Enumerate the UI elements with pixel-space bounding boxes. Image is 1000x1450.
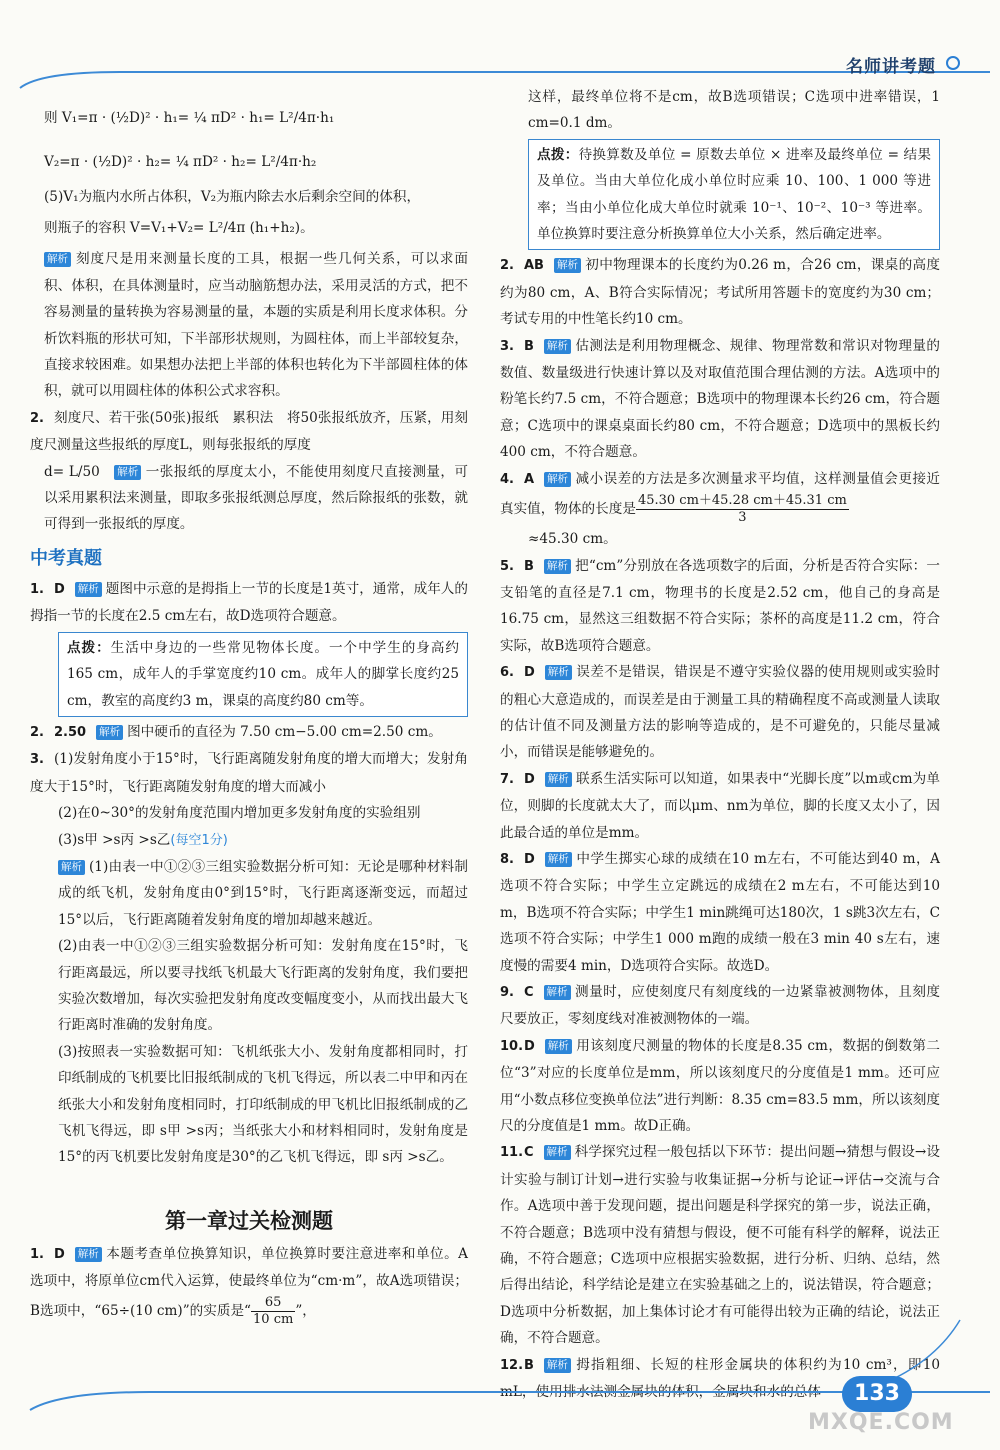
analysis-tag: 解析 bbox=[44, 252, 71, 267]
page-number: 133 bbox=[842, 1376, 912, 1412]
analysis-tag: 解析 bbox=[545, 665, 572, 680]
zk-q3-answer-2: (2)在0~30°的发射角度范围内增加更多发射角度的实验组别 bbox=[58, 805, 421, 822]
part5-line2: 则瓶子的容积 V=V₁+V₂= L²/4π (h₁+h₂)。 bbox=[44, 220, 314, 237]
chapter-question-2: 2. AB 解析 初中物理课本的长度约为0.26 m，合26 cm，课桌的高度约为80 cm，A、B符合实际情况；考试所用答题卡的宽度约为30 cm；考试专用的中性笔长约10 cm。 bbox=[500, 257, 940, 328]
chapter-question-11: 11.C 解析 科学探究过程一般包括以下环节：提出问题→猜想与假设→设计实验与制订计划→进行实验与收集证据→分析与论证→评估→交流与合作。A选项中善于发现问题，提出问题是科学探究的第一步，说法正确，不符合题意；B选项中没有猜想与假设，便不可能有科学的解释，说法正确，不符合题意；C选项中应根据实验数据，进行分析、归纳、总结，然后得出结论，科学结论是建立在实验基础之上的，说法错误，符合题意；D选项中分析数据，加上集体讨论才有可能得出较为正确的结论，说法正确，不符合题意。 bbox=[500, 1144, 940, 1347]
chapter-question-12: 12.B 解析 拇指粗细、长短的柱形金属块的体积约为10 cm³，即10 mL，使用排水法测金属块的体积，金属块和水的总体 bbox=[500, 1356, 940, 1401]
left-column bbox=[30, 96, 468, 1328]
chapter-question-5: 5. B 解析 把“cm”分别放在各选项数字的后面，分析是否符合实际：一支铅笔的直径是7.1 cm，物理书的长度是2.52 cm，他自己的身高是16.75 cm，显然这三组数据不符合实际；茶杯的高度是11.2 cm，符合实际，故B选项符合题意。 bbox=[500, 557, 940, 654]
analysis-tag: 解析 bbox=[114, 465, 141, 480]
chapter-q1-continued: 这样，最终单位将不是cm，故B选项错误；C选项中进率错误，1 cm=0.1 dm。 bbox=[528, 89, 940, 132]
analysis-tag: 解析 bbox=[554, 258, 581, 273]
tip-box-units: 点拨：待换算数及单位 = 原数去单位 × 进率及最终单位 = 结果及单位。当由大单位化成小单位时应乘 10、100、1 000 等进率；当由小单位化成大单位时就乘 10⁻¹、10⁻²、10⁻³ 等进率。单位换算时要注意分析换算单位大小关系，然后确定进率。 bbox=[528, 139, 940, 251]
analysis-tag: 解析 bbox=[545, 1039, 572, 1054]
section-title-zhongkao: 中考真题 bbox=[30, 547, 102, 569]
zk-q3-explain-2: (2)由表一中①②③三组实验数据分析可知：发射角度在15°时，飞行距离最远，所以要寻找纸飞机最大飞行距离的发射角度，我们要把实验次数增加，每次实验把发射角度改变幅度变小，从而找出最大飞行距离时准确的发射角度。 bbox=[58, 938, 468, 1034]
analysis-tag: 解析 bbox=[544, 472, 571, 487]
question-2: 2. 刻度尺、若干张(50张)报纸 累积法 将50张报纸放齐，压紧，用刻度尺测量这些报纸的厚度L，则每张报纸的厚度 bbox=[30, 409, 468, 454]
analysis-tag: 解析 bbox=[544, 985, 571, 1000]
zk-q3-explain-3: (3)按照表一实验数据可知：飞机纸张大小、发射角度都相同时，打印纸制成的飞机要比旧报纸制成的飞机飞得远，所以表二中甲和丙在纸张大小和发射角度相同时，打印纸制成的甲飞机比旧报纸制成的乙飞机飞得远，即 s甲 >s丙；当纸张大小和材料相同时，发射角度是15°的丙飞机要比发射角度是30°的乙飞机飞得远，即 s丙 >s乙。 bbox=[58, 1043, 468, 1166]
analysis-tag: 解析 bbox=[96, 725, 123, 740]
header-circle-icon bbox=[946, 56, 960, 70]
header-title: 名师讲考题 bbox=[846, 57, 936, 77]
analysis-tag: 解析 bbox=[75, 1247, 102, 1262]
chapter-question-7: 7. D 解析 联系生活实际可以知道，如果表中“光脚长度”以m或cm为单位，则脚的长度就太大了，而以μm、nm为单位，脚的长度又太小了，因此最合适的单位是mm。 bbox=[500, 770, 940, 841]
zk-question-3: 3. (1)发射角度小于15°时，飞行距离随发射角度的增大而增大；发射角度大于15°时，飞行距离随发射角度的增大而减小 bbox=[30, 751, 468, 795]
chapter-title: 第一章过关检测题 bbox=[165, 1208, 333, 1233]
analysis-tag: 解析 bbox=[545, 772, 572, 787]
chapter-question-10: 10.D 解析 用该刻度尺测量的物体的长度是8.35 cm，数据的倒数第二位“3”对应的长度单位是mm，所以该刻度尺的分度值是1 mm。还可应用“小数点移位变换单位法”进行判断：8.35 cm=83.5 mm，所以该刻度尺的分度值是1 mm。故D正确。 bbox=[500, 1037, 940, 1135]
question-2-analysis: d= L/50 解析 一张报纸的厚度太小，不能使用刻度尺直接测量，可以采用累积法来测量，即取多张报纸测总厚度，然后除报纸的张数，就可得到一张报纸的厚度。 bbox=[44, 463, 469, 533]
tip-box-zk1: 点拨：生活中身边的一些常见物体长度。一个中学生的身高约165 cm，成年人的手掌宽度约10 cm。成年人的脚掌长度约25 cm，教室的高度约3 m，课桌的高度约80 cm等。 bbox=[58, 632, 468, 717]
score-note: (每空1分) bbox=[170, 832, 228, 848]
formula-v2: V₂=π · (½D)² · h₂= ¼ πD² · h₂= L²/4π·h₂ bbox=[44, 154, 317, 170]
chapter-question-9: 9. C 解析 测量时，应使刻度尺有刻度线的一边紧靠被测物体，且刻度尺要放正，零刻度线对准被测物体的一端。 bbox=[500, 984, 940, 1028]
analysis-1: 解析 刻度尺是用来测量长度的工具，根据一些几何关系，可以求面积、体积，在具体测量时，应当动脑筋想办法，采用灵活的方式，把不容易测量的量转换为容易测量的量，本题的实质是利用长度求体积。分析饮料瓶的形状可知，下半部形状规则，为圆柱体，而上半部较复杂，直接求较困难。如果想办法把上半部的体积也转化为下半部圆柱体的体积，就可以用圆柱体的体积公式求容积。 bbox=[44, 251, 468, 400]
analysis-tag: 解析 bbox=[545, 852, 572, 867]
formula-v1: 则 V₁=π · (½D)² · h₁= ¼ πD² · h₁= L²/4π·h₁ bbox=[44, 110, 335, 126]
zk-q3-explain-1: 解析 (1)由表一中①②③三组实验数据分析可知：无论是哪种材料制成的纸飞机，发射角度由0°到15°时，飞行距离逐渐变远，而超过15°以后，飞行距离随着发射角度的增加却越来越近。 bbox=[58, 858, 468, 928]
part5-line1: (5)V₁为瓶内水所占体积，V₂为瓶内除去水后剩余空间的体积， bbox=[44, 189, 421, 205]
analysis-tag: 解析 bbox=[544, 559, 571, 574]
chapter-q4-result: ≈45.30 cm。 bbox=[528, 531, 617, 548]
zk-q3-answer-3: (3)s甲 >s丙 >s乙(每空1分) bbox=[58, 831, 228, 848]
chapter-question-3: 3. B 解析 估测法是利用物理概念、规律、物理常数和常识对物理量的数值、数量级进行快速计算以及对取值范围合理估测的方法。A选项中的粉笔长约7.5 cm，不符合题意；B选项中的物理课本长约26 cm，符合题意；C选项中的课桌桌面长约80 cm，不符合题意；D选项中的黑板长约400 cm，不符合题意。 bbox=[500, 337, 940, 461]
chapter-question-6: 6. D 解析 误差不是错误，错误是不遵守实验仪器的使用规则或实验时的粗心大意造成的，而误差是由于测量工具的精确程度不高或测量人读取的估计值不同及测量方法的影响等造成的，是不可避免的，只能尽量减小，而错误是能够避免的。 bbox=[500, 664, 940, 761]
fraction: $\frac{65}{10 cm}$ bbox=[253, 1294, 294, 1327]
right-column bbox=[500, 84, 940, 1406]
analysis-tag: 解析 bbox=[75, 582, 102, 597]
analysis-tag: 解析 bbox=[544, 1145, 571, 1160]
watermark-logo: MXQE.COM bbox=[808, 1410, 954, 1435]
fraction: $\frac{45.30 cm+45.28 cm+45.31 cm}{3}$ bbox=[637, 493, 847, 526]
zk-question-1: 1. D 解析 题图中示意的是拇指上一节的长度是1英寸，通常，成年人的拇指一节的长度在2.5 cm左右，故D选项符合题意。 bbox=[30, 580, 468, 625]
chapter-question-4: 4. A 解析 减小误差的方法是多次测量求平均值，这样测量值会更接近真实值，物体的长度是 $\frac{45.30 cm+45.28 cm+45.31 cm}{3}$ bbox=[500, 470, 940, 526]
chapter-question-8: 8. D 解析 中学生掷实心球的成绩在10 m左右，不可能达到40 m，A选项不符合实际；中学生立定跳远的成绩在2 m左右，不可能达到10 m，B选项不符合实际；中学生1 min跳绳可达180次，1 s跳3次左右，C选项不符合实际；中学生1 000 m跑的成绩一般在3 min 40 s左右，速度慢的需要4 min，D选项符合实际。故选D。 bbox=[500, 850, 940, 974]
analysis-tag: 解析 bbox=[58, 860, 85, 875]
chapter-question-1: 1. D 解析 本题考查单位换算知识，单位换算时要注意进率和单位。A选项中，将原单位cm代入运算，使最终单位为“cm·m”，故A选项错误；B选项中，“65÷(10 cm)”的实质是“ $\frac{65}{10 cm}$ ”， bbox=[30, 1245, 468, 1327]
zk-question-2: 2. 2.50 解析 图中硬币的直径为 7.50 cm−5.00 cm=2.50 cm。 bbox=[30, 723, 442, 740]
analysis-tag: 解析 bbox=[544, 339, 571, 354]
analysis-tag: 解析 bbox=[544, 1358, 571, 1373]
